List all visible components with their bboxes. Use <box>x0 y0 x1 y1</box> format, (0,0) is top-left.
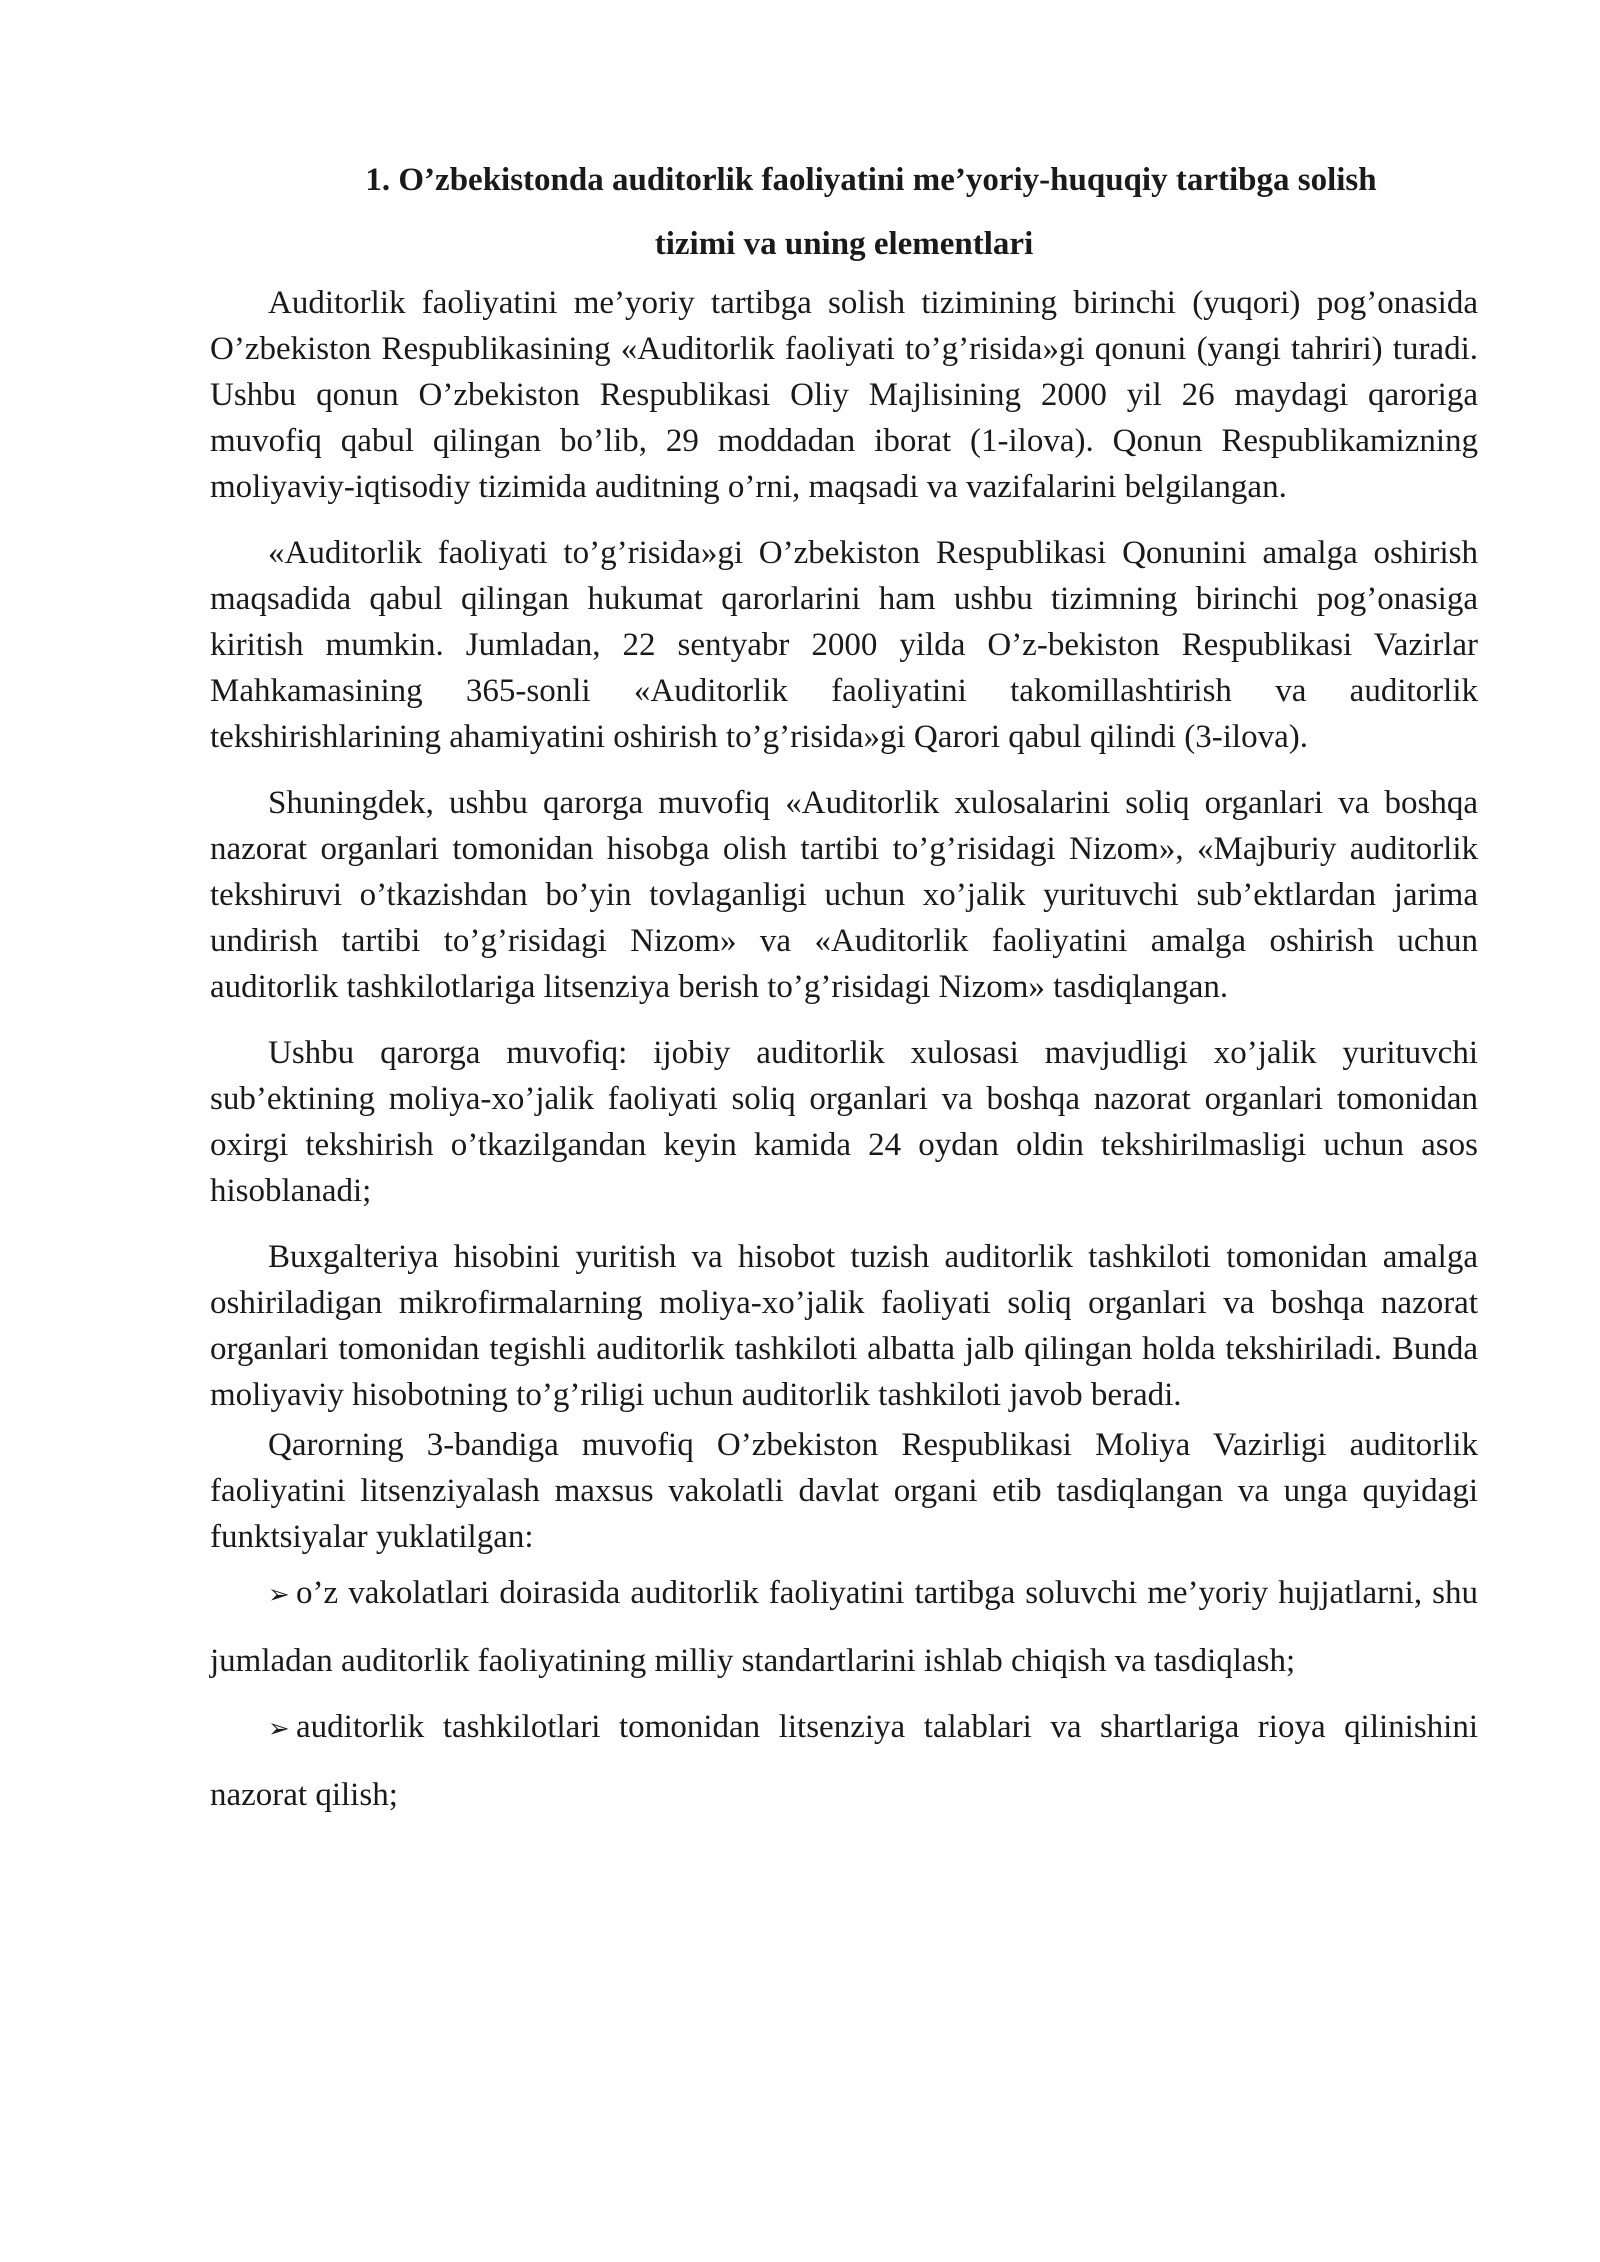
paragraph-4: Ushbu qarorga muvofiq: ijobiy auditorlik xulosasi mavjudligi xo’jalik yurituvchi sub’ektining moliya-xo’jalik faoliyati soliq organlari va boshqa nazorat organlari tomonidan oxirgi tekshirish o’tkazilgandan keyin kamida 24 oydan oldin tekshirilmasligi uchun asos hisoblanadi; <box>210 1035 1478 1209</box>
bullet-text-2: auditorlik tashkilotlari tomonidan litsenziya talablari va shartlariga rioya qilinishini nazorat qilish; <box>210 1709 1478 1813</box>
heading-line-2: tizimi va uning elementlari <box>654 226 1034 262</box>
bullet-item-1 <box>210 1560 1478 1694</box>
section-heading <box>210 148 1478 276</box>
document-page <box>210 148 1478 1828</box>
paragraph-6: Qarorning 3-bandiga muvofiq O’zbekiston Respublikasi Moliya Vazirligi auditorlik faoliyatini litsenziyalash maxsus vakolatli davlat organi etib tasdiqlangan va unga quyidagi funktsiyalar yuklatilgan: <box>210 1427 1478 1555</box>
arrowhead-bullet-icon: ➢ <box>268 1714 290 1744</box>
bullet-item-2 <box>210 1694 1478 1828</box>
bullet-text-1: o’z vakolatlari doirasida auditorlik faoliyatini tartibga soluvchi me’yoriy hujjatlarni, shu jumladan auditorlik faoliyatining milliy standartlarini ishlab chiqish va tasdiqlash; <box>210 1575 1478 1679</box>
paragraph-1: Auditorlik faoliyatini me’yoriy tartibga solish tizimining birinchi (yuqori) pog’onasida O’zbekiston Respublikasining «Auditorlik faoliyati to’g’risida»gi qonuni (yangi tahriri) turadi. Ushbu qonun O’zbekiston Respublikasi Oliy Majlisining 2000 yil 26 maydagi qaroriga muvofiq qabul qilingan bo’lib, 29 moddadan iborat (1-ilova). Qonun Respublikamizning moliyaviy-iqtisodiy tizimida auditning o’rni, maqsadi va vazifalarini belgilangan. <box>210 285 1478 505</box>
arrowhead-bullet-icon: ➢ <box>268 1580 290 1610</box>
paragraph-3: Shuningdek, ushbu qarorga muvofiq «Auditorlik xulosalarini soliq organlari va boshqa nazorat organlari tomonidan hisobga olish tartibi to’g’risidagi Nizom», «Majburiy auditorlik tekshiruvi o’tkazishdan bo’yin tovlaganligi uchun xo’jalik yurituvchi sub’ektlardan jarima undirish tartibi to’g’risidagi Nizom» va «Auditorlik faoliyatini amalga oshirish uchun auditorlik tashkilotlariga litsenziya berish to’g’risidagi Nizom» tasdiqlangan. <box>210 785 1478 1005</box>
paragraph-5: Buxgalteriya hisobini yuritish va hisobot tuzish auditorlik tashkiloti tomonidan amalga oshiriladigan mikrofirmalarning moliya-xo’jalik faoliyati soliq organlari va boshqa nazorat organlari tomonidan tegishli auditorlik tashkiloti albatta jalb qilingan holda tekshiriladi. Bunda moliyaviy hisobotning to’g’riligi uchun auditorlik tashkiloti javob beradi. <box>210 1239 1478 1413</box>
paragraph-2: «Auditorlik faoliyati to’g’risida»gi O’zbekiston Respublikasi Qonunini amalga oshirish maqsadida qabul qilingan hukumat qarorlarini ham ushbu tizimning birinchi pog’onasiga kiritish mumkin. Jumladan, 22 sentyabr 2000 yilda O’z-bekiston Respublikasi Vazirlar Mahkamasining 365-sonli «Auditorlik faoliyatini takomillashtirish va auditorlik tekshirishlarining ahamiyatini oshirish to’g’risida»gi Qarori qabul qilindi (3-ilova). <box>210 535 1478 755</box>
heading-line-1: 1. O’zbekistonda auditorlik faoliyatini me’yoriy-huquqiy tartibga solish <box>365 162 1377 198</box>
